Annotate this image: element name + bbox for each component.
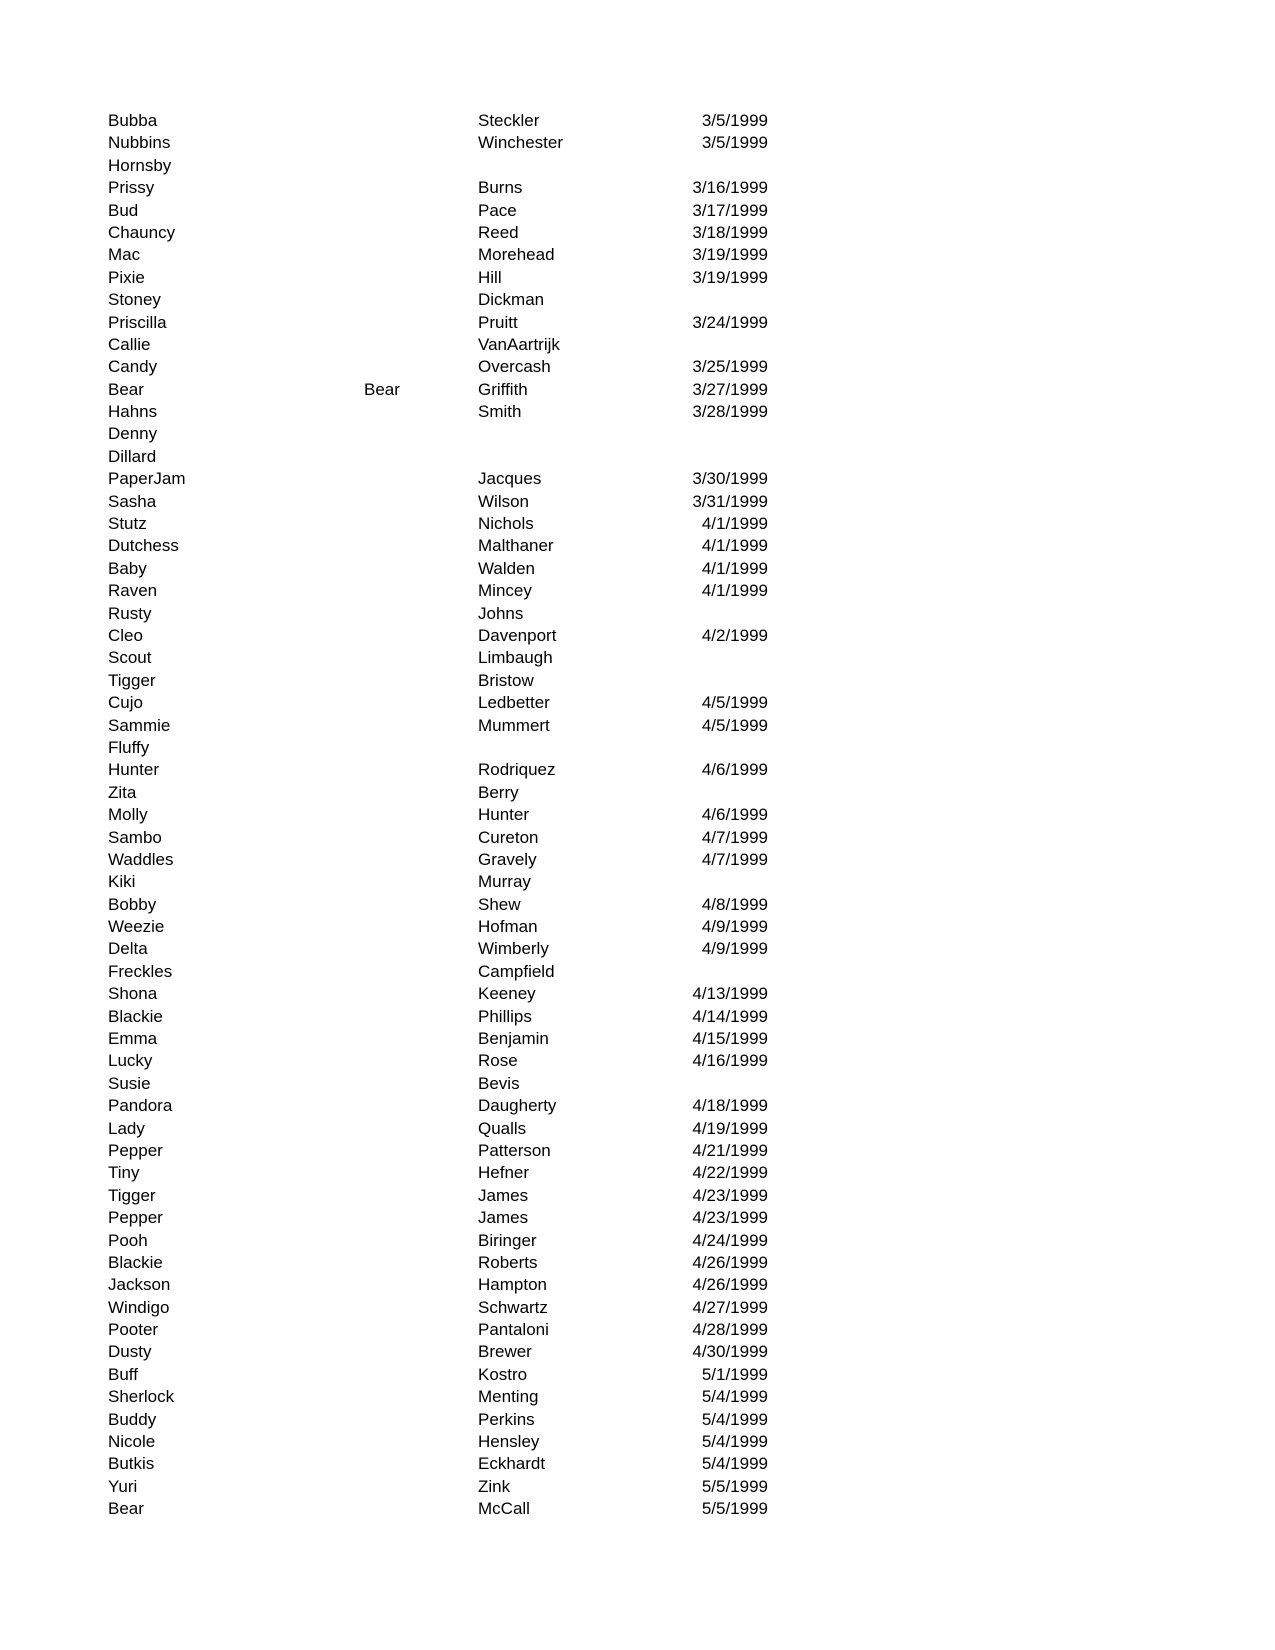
- date-cell: 3/30/1999: [692, 469, 768, 489]
- list-item: [108, 155, 768, 177]
- owner-last-name-cell: Phillips: [478, 1006, 532, 1026]
- pet-name-cell: Jackson: [108, 1275, 171, 1295]
- list-item: [108, 894, 768, 916]
- list-item: [108, 1297, 768, 1319]
- pet-name-cell: Blackie: [108, 1252, 163, 1272]
- list-item: [108, 491, 768, 513]
- pet-name-cell: Tiny: [108, 1163, 140, 1183]
- date-cell: 3/25/1999: [692, 357, 768, 377]
- owner-last-name-cell: Mummert: [478, 715, 550, 735]
- pet-name-cell: Dusty: [108, 1342, 152, 1362]
- owner-last-name-cell: McCall: [478, 1499, 530, 1519]
- pet-name-cell: Shona: [108, 984, 158, 1004]
- owner-last-name-cell: Eckhardt: [478, 1454, 546, 1474]
- owner-last-name-cell: Mincey: [478, 581, 532, 601]
- owner-last-name-cell: Hefner: [478, 1163, 530, 1183]
- list-item: [108, 1006, 768, 1028]
- pet-name-cell: Emma: [108, 1029, 158, 1049]
- owner-last-name-cell: Menting: [478, 1387, 539, 1407]
- list-item: [108, 1453, 768, 1475]
- list-item: [108, 871, 768, 893]
- date-cell: 5/1/1999: [701, 1364, 768, 1384]
- list-item: [108, 1341, 768, 1363]
- pet-name-cell: Sherlock: [108, 1387, 175, 1407]
- list-item: [108, 1207, 768, 1229]
- list-item: [108, 1073, 768, 1095]
- owner-last-name-cell: Pace: [478, 200, 517, 220]
- pet-name-cell: Nubbins: [108, 133, 171, 153]
- owner-last-name-cell: Murray: [478, 872, 531, 892]
- pet-name-cell: Butkis: [108, 1454, 155, 1474]
- pet-name-cell: Chauncy: [108, 222, 176, 242]
- record-list: [108, 110, 768, 1521]
- owner-last-name-cell: James: [478, 1185, 529, 1205]
- list-item: [108, 1230, 768, 1252]
- owner-last-name-cell: Pantaloni: [478, 1320, 549, 1340]
- date-cell: 3/18/1999: [692, 222, 768, 242]
- owner-last-name-cell: Hofman: [478, 917, 538, 937]
- owner-last-name-cell: Bristow: [478, 670, 534, 690]
- list-item: [108, 446, 768, 468]
- pet-name-cell: Baby: [108, 558, 147, 578]
- list-item: [108, 535, 768, 557]
- owner-last-name-cell: Griffith: [478, 379, 528, 399]
- owner-last-name-cell: Johns: [478, 603, 524, 623]
- date-cell: 3/19/1999: [692, 245, 768, 265]
- pet-name-cell: Scout: [108, 648, 152, 668]
- pet-name-cell: Priscilla: [108, 312, 167, 332]
- date-cell: 4/1/1999: [701, 558, 768, 578]
- pet-name-cell: Bear: [108, 379, 144, 399]
- owner-last-name-cell: Rodriquez: [478, 760, 556, 780]
- pet-name-cell: Yuri: [108, 1476, 138, 1496]
- list-item: [108, 110, 768, 132]
- owner-last-name-cell: Pruitt: [478, 312, 518, 332]
- pet-name-cell: Fluffy: [108, 737, 150, 757]
- date-cell: 4/7/1999: [701, 827, 768, 847]
- date-cell: 4/9/1999: [701, 917, 768, 937]
- list-item: [108, 356, 768, 378]
- pet-name-cell: Lady: [108, 1118, 145, 1138]
- list-item: [108, 1476, 768, 1498]
- owner-last-name-cell: Perkins: [478, 1409, 535, 1429]
- owner-last-name-cell: Hampton: [478, 1275, 547, 1295]
- pet-name-cell: Buff: [108, 1364, 138, 1384]
- list-item: [108, 379, 768, 401]
- owner-last-name-cell: Berry: [478, 782, 519, 802]
- date-cell: 4/26/1999: [692, 1252, 768, 1272]
- list-item: [108, 312, 768, 334]
- owner-last-name-cell: Biringer: [478, 1230, 537, 1250]
- date-cell: 4/26/1999: [692, 1275, 768, 1295]
- list-item: [108, 849, 768, 871]
- owner-last-name-cell: Shew: [478, 894, 521, 914]
- middle-name-cell: Bear: [364, 379, 400, 399]
- date-cell: 3/17/1999: [692, 200, 768, 220]
- date-cell: 5/4/1999: [701, 1409, 768, 1429]
- pet-name-cell: Molly: [108, 805, 148, 825]
- owner-last-name-cell: Cureton: [478, 827, 539, 847]
- date-cell: 4/19/1999: [692, 1118, 768, 1138]
- owner-last-name-cell: Bevis: [478, 1073, 520, 1093]
- pet-name-cell: Windigo: [108, 1297, 170, 1317]
- pet-name-cell: Sasha: [108, 491, 157, 511]
- pet-name-cell: Dillard: [108, 446, 157, 466]
- list-item: [108, 580, 768, 602]
- list-item: [108, 1140, 768, 1162]
- list-item: [108, 827, 768, 849]
- owner-last-name-cell: Winchester: [478, 133, 564, 153]
- date-cell: 4/1/1999: [701, 581, 768, 601]
- date-cell: 4/6/1999: [701, 760, 768, 780]
- date-cell: 4/1/1999: [701, 536, 768, 556]
- list-item: [108, 1185, 768, 1207]
- date-cell: 4/28/1999: [692, 1320, 768, 1340]
- date-cell: 3/19/1999: [692, 267, 768, 287]
- date-cell: 4/5/1999: [701, 715, 768, 735]
- list-item: [108, 244, 768, 266]
- owner-last-name-cell: Gravely: [478, 849, 537, 869]
- pet-name-cell: Hahns: [108, 402, 158, 422]
- list-item: [108, 804, 768, 826]
- pet-name-cell: Blackie: [108, 1006, 163, 1026]
- pet-name-cell: Susie: [108, 1073, 151, 1093]
- list-item: [108, 1498, 768, 1520]
- list-item: [108, 513, 768, 535]
- owner-last-name-cell: Wimberly: [478, 939, 549, 959]
- pet-name-cell: Zita: [108, 782, 137, 802]
- owner-last-name-cell: Morehead: [478, 245, 555, 265]
- list-item: [108, 759, 768, 781]
- pet-name-cell: PaperJam: [108, 469, 186, 489]
- owner-last-name-cell: Davenport: [478, 625, 557, 645]
- list-item: [108, 938, 768, 960]
- list-item: [108, 916, 768, 938]
- list-item: [108, 782, 768, 804]
- owner-last-name-cell: Brewer: [478, 1342, 532, 1362]
- date-cell: 3/5/1999: [701, 111, 768, 130]
- list-item: [108, 401, 768, 423]
- date-cell: 3/28/1999: [692, 402, 768, 422]
- pet-name-cell: Waddles: [108, 849, 174, 869]
- owner-last-name-cell: Patterson: [478, 1140, 551, 1160]
- owner-last-name-cell: James: [478, 1208, 529, 1228]
- list-item: [108, 334, 768, 356]
- pet-name-cell: Mac: [108, 245, 141, 265]
- date-cell: 4/13/1999: [692, 984, 768, 1004]
- owner-last-name-cell: Wilson: [478, 491, 530, 511]
- list-item: [108, 558, 768, 580]
- owner-last-name-cell: Ledbetter: [478, 693, 550, 713]
- pet-name-cell: Candy: [108, 357, 158, 377]
- owner-last-name-cell: VanAartrijk: [478, 334, 560, 354]
- date-cell: 4/15/1999: [692, 1029, 768, 1049]
- date-cell: 4/7/1999: [701, 849, 768, 869]
- list-item: [108, 1118, 768, 1140]
- owner-last-name-cell: Burns: [478, 178, 523, 198]
- pet-name-cell: Freckles: [108, 961, 173, 981]
- list-item: [108, 737, 768, 759]
- list-item: [108, 647, 768, 669]
- list-item: [108, 1319, 768, 1341]
- pet-name-cell: Raven: [108, 581, 158, 601]
- pet-name-cell: Callie: [108, 334, 151, 354]
- list-item: [108, 961, 768, 983]
- list-item: [108, 1095, 768, 1117]
- pet-name-cell: Dutchess: [108, 536, 179, 556]
- owner-last-name-cell: Qualls: [478, 1118, 527, 1138]
- list-item: [108, 983, 768, 1005]
- date-cell: 4/2/1999: [701, 625, 768, 645]
- date-cell: 4/18/1999: [692, 1096, 768, 1116]
- date-cell: 4/9/1999: [701, 939, 768, 959]
- pet-name-cell: Cujo: [108, 693, 143, 713]
- owner-last-name-cell: Kostro: [478, 1364, 528, 1384]
- list-item: [108, 1274, 768, 1296]
- date-cell: 5/5/1999: [701, 1499, 768, 1519]
- pet-name-cell: Bobby: [108, 894, 157, 914]
- owner-last-name-cell: Walden: [478, 558, 536, 578]
- pet-name-cell: Cleo: [108, 625, 143, 645]
- owner-last-name-cell: Schwartz: [478, 1297, 548, 1317]
- list-item: [108, 1028, 768, 1050]
- owner-last-name-cell: Hill: [478, 267, 502, 287]
- owner-last-name-cell: Hunter: [478, 805, 530, 825]
- list-item: [108, 625, 768, 647]
- owner-last-name-cell: Malthaner: [478, 536, 554, 556]
- pet-name-cell: Delta: [108, 939, 148, 959]
- date-cell: 4/23/1999: [692, 1185, 768, 1205]
- list-item: [108, 289, 768, 311]
- date-cell: 5/5/1999: [701, 1476, 768, 1496]
- pet-name-cell: Lucky: [108, 1051, 153, 1071]
- date-cell: 4/27/1999: [692, 1297, 768, 1317]
- list-item: [108, 222, 768, 244]
- date-cell: 4/24/1999: [692, 1230, 768, 1250]
- pet-name-cell: Tigger: [108, 1185, 156, 1205]
- pet-name-cell: Stoney: [108, 290, 161, 310]
- date-cell: 5/4/1999: [701, 1432, 768, 1452]
- owner-last-name-cell: Smith: [478, 402, 522, 422]
- owner-last-name-cell: Reed: [478, 222, 519, 242]
- pet-name-cell: Hornsby: [108, 155, 172, 175]
- pet-name-cell: Pooter: [108, 1320, 159, 1340]
- owner-last-name-cell: Steckler: [478, 111, 540, 130]
- pet-name-cell: Denny: [108, 424, 158, 444]
- date-cell: 4/30/1999: [692, 1342, 768, 1362]
- owner-last-name-cell: Overcash: [478, 357, 551, 377]
- list-item: [108, 1409, 768, 1431]
- owner-last-name-cell: Hensley: [478, 1432, 540, 1452]
- owner-last-name-cell: Nichols: [478, 514, 534, 534]
- owner-last-name-cell: Roberts: [478, 1252, 538, 1272]
- pet-name-cell: Bubba: [108, 111, 158, 130]
- date-cell: 3/16/1999: [692, 178, 768, 198]
- owner-last-name-cell: Dickman: [478, 290, 545, 310]
- list-item: [108, 1050, 768, 1072]
- pet-name-cell: Pixie: [108, 267, 145, 287]
- pet-name-cell: Buddy: [108, 1409, 157, 1429]
- list-item: [108, 1364, 768, 1386]
- owner-last-name-cell: Benjamin: [478, 1029, 549, 1049]
- list-item: [108, 468, 768, 490]
- list-item: [108, 1386, 768, 1408]
- date-cell: 4/14/1999: [692, 1006, 768, 1026]
- pet-name-cell: Pooh: [108, 1230, 148, 1250]
- date-cell: 3/31/1999: [692, 491, 768, 511]
- date-cell: 4/16/1999: [692, 1051, 768, 1071]
- list-item: [108, 715, 768, 737]
- pet-name-cell: Rusty: [108, 603, 152, 623]
- date-cell: 4/6/1999: [701, 805, 768, 825]
- date-cell: 4/22/1999: [692, 1163, 768, 1183]
- owner-last-name-cell: Keeney: [478, 984, 536, 1004]
- date-cell: 4/21/1999: [692, 1140, 768, 1160]
- pet-name-cell: Pandora: [108, 1096, 173, 1116]
- date-cell: 3/24/1999: [692, 312, 768, 332]
- list-item: [108, 1162, 768, 1184]
- list-item: [108, 692, 768, 714]
- pet-name-cell: Kiki: [108, 872, 136, 892]
- list-item: [108, 1431, 768, 1453]
- pet-name-cell: Bear: [108, 1499, 144, 1519]
- pet-name-cell: Weezie: [108, 917, 165, 937]
- pet-name-cell: Bud: [108, 200, 139, 220]
- pet-name-cell: Pepper: [108, 1140, 163, 1160]
- pet-name-cell: Sammie: [108, 715, 171, 735]
- owner-last-name-cell: Limbaugh: [478, 648, 553, 668]
- list-item: [108, 267, 768, 289]
- pet-name-cell: Prissy: [108, 178, 155, 198]
- date-cell: 4/23/1999: [692, 1208, 768, 1228]
- list-item: [108, 132, 768, 154]
- owner-last-name-cell: Zink: [478, 1476, 511, 1496]
- list-item: [108, 670, 768, 692]
- list-item: [108, 423, 768, 445]
- pet-name-cell: Tigger: [108, 670, 156, 690]
- date-cell: 3/5/1999: [701, 133, 768, 153]
- list-item: [108, 177, 768, 199]
- owner-last-name-cell: Jacques: [478, 469, 542, 489]
- pet-name-cell: Stutz: [108, 514, 147, 534]
- pet-name-cell: Nicole: [108, 1432, 156, 1452]
- date-cell: 4/5/1999: [701, 693, 768, 713]
- list-item: [108, 603, 768, 625]
- date-cell: 5/4/1999: [701, 1387, 768, 1407]
- date-cell: 5/4/1999: [701, 1454, 768, 1474]
- pet-name-cell: Pepper: [108, 1208, 163, 1228]
- date-cell: 4/8/1999: [701, 894, 768, 914]
- owner-last-name-cell: Rose: [478, 1051, 518, 1071]
- list-item: [108, 200, 768, 222]
- pet-name-cell: Hunter: [108, 760, 160, 780]
- list-item: [108, 1252, 768, 1274]
- owner-last-name-cell: Campfield: [478, 961, 555, 981]
- pet-name-cell: Sambo: [108, 827, 162, 847]
- date-cell: 4/1/1999: [701, 514, 768, 534]
- date-cell: 3/27/1999: [692, 379, 768, 399]
- owner-last-name-cell: Daugherty: [478, 1096, 557, 1116]
